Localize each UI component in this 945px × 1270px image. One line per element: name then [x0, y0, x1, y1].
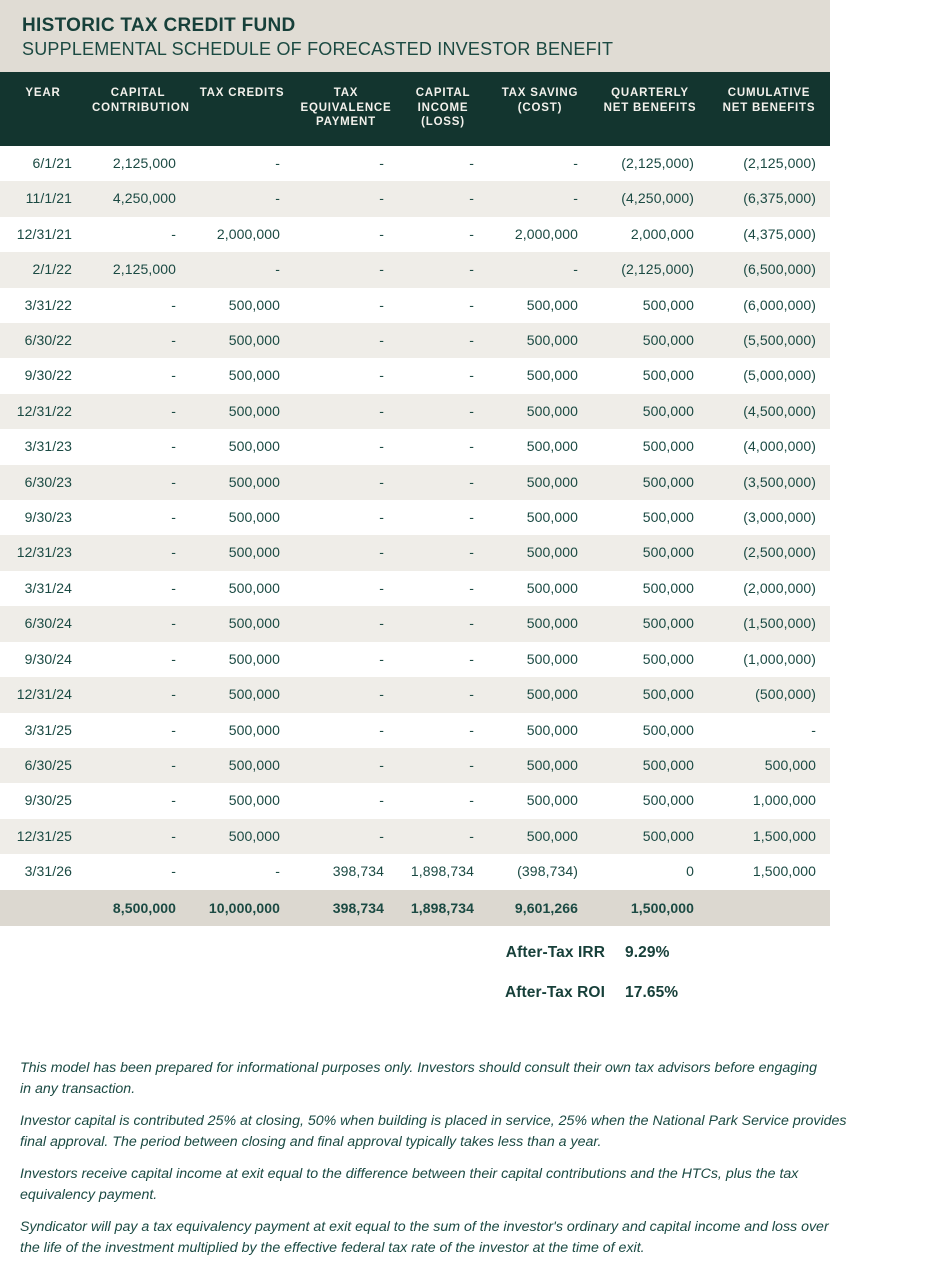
cell-capital_income_loss: -: [469, 367, 474, 384]
column-header-line: CONTRIBUTION: [92, 101, 190, 114]
cell-tax_saving_cost: 500,000: [526, 721, 578, 738]
cell-capital_contribution: -: [171, 650, 176, 667]
cell-tax_saving_cost: 2,000,000: [514, 225, 578, 242]
cell-year: 12/31/25: [0, 819, 86, 854]
cell-tax_equivalence_payment: -: [379, 367, 384, 384]
total-tax_credits: 10,000,000: [190, 890, 294, 926]
cell-tax_equivalence_payment: -: [294, 748, 398, 783]
total-tax_saving_cost: 9,601,266: [488, 890, 592, 926]
cell-tax_saving_cost: 500,000: [526, 509, 578, 526]
column-header-line: TAX: [333, 87, 359, 99]
cell-quarterly_net_benefits: 500,000: [642, 438, 694, 455]
cell-tax_credits: 500,000: [228, 438, 280, 455]
cell-capital_income_loss: -: [469, 509, 474, 526]
cell-capital_income_loss: -: [398, 323, 488, 358]
cell-tax_saving_cost: 500,000: [526, 367, 578, 384]
column-header-line: TAX CREDITS: [199, 87, 285, 99]
metric-value: 9.29%: [625, 944, 670, 961]
table-row: [0, 217, 830, 252]
cell-tax_credits: 500,000: [190, 465, 294, 500]
table-row: [0, 394, 830, 429]
cell-tax_saving_cost: 500,000: [526, 438, 578, 455]
cell-cumulative_net_benefits: (2,000,000): [743, 579, 816, 596]
cell-tax_saving_cost: 500,000: [488, 394, 592, 429]
cell-capital_contribution: -: [171, 721, 176, 738]
cell-capital_income_loss: -: [469, 225, 474, 242]
cell-capital_income_loss: 1,898,734: [410, 863, 474, 880]
cell-cumulative_net_benefits: (5,500,000): [708, 323, 830, 358]
cell-tax_equivalence_payment: -: [379, 650, 384, 667]
cell-year: 6/1/21: [32, 155, 72, 171]
cell-capital_contribution: -: [171, 579, 176, 596]
column-header-line: INCOME: [417, 101, 469, 114]
metric-row: [0, 984, 830, 1024]
footnote: Investor capital is contributed 25% at closing, 50% when building is placed in service, 25% when the National Park Service provides final approval. The period between closing and final approval typically takes less than a year.: [20, 1113, 847, 1150]
document-subtitle: SUPPLEMENTAL SCHEDULE OF FORECASTED INVESTOR BENEFIT: [22, 39, 614, 59]
cell-year: 6/30/25: [0, 748, 86, 783]
cell-quarterly_net_benefits: 500,000: [592, 677, 708, 712]
cell-tax_equivalence_payment: -: [294, 323, 398, 358]
cell-cumulative_net_benefits: (1,000,000): [743, 650, 816, 667]
cell-tax_credits: 500,000: [190, 394, 294, 429]
cell-tax_credits: 500,000: [228, 509, 280, 526]
column-header-line: PAYMENT: [316, 116, 376, 128]
table-row: [0, 429, 830, 464]
cell-capital_contribution: 4,250,000: [86, 181, 190, 216]
cell-tax_saving_cost: 500,000: [488, 748, 592, 783]
metric-label: After-Tax IRR: [505, 944, 605, 961]
cell-cumulative_net_benefits: (2,125,000): [743, 155, 816, 171]
table-row: [0, 606, 830, 641]
cell-cumulative_net_benefits: (6,500,000): [708, 252, 830, 287]
cell-capital_income_loss: -: [398, 819, 488, 854]
cell-tax_credits: 500,000: [228, 367, 280, 384]
footnote: Investors receive capital income at exit equal to the difference between their capital contributions and the HTCs, plus the tax equivalency payment.: [20, 1166, 799, 1203]
table-row: [0, 465, 830, 500]
cell-capital_income_loss: -: [469, 296, 474, 313]
column-header-line: NET BENEFITS: [722, 101, 816, 114]
column-header-tax_credits: [190, 72, 294, 146]
table-header-row: [0, 72, 830, 146]
cell-year: 9/30/22: [24, 367, 72, 384]
footnote: Syndicator will pay a tax equivalency payment at exit equal to the sum of the investor's ordinary and capital income and loss over the life of the investment multiplied by the effective federal tax rate of the investor at the time of exit.: [20, 1219, 829, 1256]
cell-year: 12/31/21: [16, 225, 72, 242]
column-header-cumulative_net_benefits: [708, 72, 830, 146]
cell-cumulative_net_benefits: (6,375,000): [708, 181, 830, 216]
cell-cumulative_net_benefits: (2,500,000): [708, 535, 830, 570]
cell-tax_saving_cost: 500,000: [526, 296, 578, 313]
cell-cumulative_net_benefits: 1,000,000: [752, 792, 816, 809]
total-quarterly_net_benefits: 1,500,000: [592, 890, 708, 926]
column-header-line: (LOSS): [421, 116, 465, 128]
cell-cumulative_net_benefits: (4,375,000): [743, 225, 816, 242]
cell-tax_equivalence_payment: -: [379, 792, 384, 809]
column-header-line: (COST): [517, 101, 563, 114]
column-header-quarterly_net_benefits: [592, 72, 708, 146]
table-totals-row: [0, 890, 830, 926]
after-tax-metrics: [0, 944, 830, 1024]
cell-capital_income_loss: -: [398, 606, 488, 641]
cell-capital_contribution: -: [86, 819, 190, 854]
cell-quarterly_net_benefits: 500,000: [642, 792, 694, 809]
cell-quarterly_net_benefits: 500,000: [642, 509, 694, 526]
cell-quarterly_net_benefits: 500,000: [592, 748, 708, 783]
cell-tax_equivalence_payment: -: [379, 296, 384, 313]
cell-tax_equivalence_payment: -: [379, 225, 384, 242]
column-header-year: [0, 72, 86, 146]
cell-year: 3/31/22: [24, 296, 72, 313]
cell-capital_income_loss: -: [398, 394, 488, 429]
table-row: [0, 146, 830, 181]
cell-tax_credits: 500,000: [190, 535, 294, 570]
cell-year: 2/1/22: [0, 252, 86, 287]
cell-tax_credits: 500,000: [190, 677, 294, 712]
cell-capital_contribution: -: [171, 509, 176, 526]
cell-tax_credits: 500,000: [190, 323, 294, 358]
cell-capital_income_loss: -: [469, 721, 474, 738]
column-header-line: QUARTERLY: [611, 87, 689, 99]
cell-tax_credits: -: [190, 181, 294, 216]
cell-cumulative_net_benefits: 500,000: [708, 748, 830, 783]
column-header-tax_equivalence_payment: [294, 72, 398, 146]
cell-tax_credits: -: [275, 863, 280, 880]
cell-tax_equivalence_payment: -: [294, 535, 398, 570]
cell-cumulative_net_benefits: (4,000,000): [743, 438, 816, 455]
cell-tax_saving_cost: 500,000: [488, 606, 592, 641]
cell-capital_contribution: 2,125,000: [86, 252, 190, 287]
table-row: [0, 358, 830, 393]
cell-capital_contribution: -: [171, 367, 176, 384]
table-row: [0, 642, 830, 677]
total-capital_income_loss: 1,898,734: [398, 890, 488, 926]
cell-year: 6/30/24: [0, 606, 86, 641]
cell-capital_contribution: -: [86, 606, 190, 641]
metric-label: After-Tax ROI: [504, 984, 605, 1001]
cell-cumulative_net_benefits: 1,500,000: [708, 819, 830, 854]
cell-cumulative_net_benefits: (3,500,000): [708, 465, 830, 500]
cell-quarterly_net_benefits: 500,000: [642, 650, 694, 667]
cell-capital_contribution: -: [171, 438, 176, 455]
table-row: [0, 181, 830, 216]
table-row: [0, 713, 830, 748]
cell-tax_saving_cost: 500,000: [526, 792, 578, 809]
cell-cumulative_net_benefits: (6,000,000): [743, 296, 816, 313]
cell-quarterly_net_benefits: 500,000: [592, 465, 708, 500]
cell-capital_contribution: 2,125,000: [112, 155, 176, 171]
cell-capital_income_loss: -: [398, 465, 488, 500]
cell-year: 9/30/25: [24, 792, 72, 809]
cell-tax_credits: -: [275, 155, 280, 171]
column-header-capital_contribution: [86, 72, 190, 146]
cell-year: 12/31/24: [0, 677, 86, 712]
column-header-line: NET BENEFITS: [603, 101, 697, 114]
cell-tax_saving_cost: (398,734): [517, 863, 578, 880]
cell-capital_income_loss: -: [398, 535, 488, 570]
cell-tax_credits: 500,000: [228, 579, 280, 596]
cell-capital_income_loss: -: [469, 438, 474, 455]
cell-quarterly_net_benefits: (2,125,000): [621, 155, 694, 171]
cell-capital_contribution: -: [86, 394, 190, 429]
cell-capital_income_loss: -: [398, 252, 488, 287]
cell-quarterly_net_benefits: 500,000: [592, 535, 708, 570]
cell-capital_income_loss: -: [398, 748, 488, 783]
cell-capital_income_loss: -: [398, 181, 488, 216]
cell-tax_equivalence_payment: -: [294, 677, 398, 712]
cell-tax_equivalence_payment: -: [294, 606, 398, 641]
cell-tax_equivalence_payment: -: [294, 819, 398, 854]
total-capital_contribution: 8,500,000: [86, 890, 190, 926]
cell-tax_credits: 500,000: [190, 819, 294, 854]
cell-quarterly_net_benefits: 500,000: [592, 323, 708, 358]
cell-cumulative_net_benefits: (4,500,000): [708, 394, 830, 429]
table-row: [0, 677, 830, 712]
cell-year: 3/31/26: [24, 863, 72, 880]
cell-tax_credits: 500,000: [228, 296, 280, 313]
column-header-line: YEAR: [25, 87, 61, 99]
cell-quarterly_net_benefits: 500,000: [592, 394, 708, 429]
cell-tax_equivalence_payment: -: [294, 394, 398, 429]
cell-capital_contribution: -: [171, 296, 176, 313]
table-row: [0, 323, 830, 358]
cell-year: 11/1/21: [0, 181, 86, 216]
table-body: [0, 146, 830, 926]
column-header-line: TAX SAVING: [501, 87, 579, 99]
cell-tax_saving_cost: 500,000: [488, 323, 592, 358]
cell-year: 6/30/22: [0, 323, 86, 358]
cell-quarterly_net_benefits: (4,250,000): [592, 181, 708, 216]
cell-capital_contribution: -: [86, 748, 190, 783]
table-row: [0, 535, 830, 570]
cell-tax_credits: 500,000: [190, 606, 294, 641]
footnotes: [20, 1058, 920, 1270]
footnote: This model has been prepared for informational purposes only. Investors should consult their own tax advisors before engaging in any transaction.: [20, 1060, 818, 1097]
cell-tax_credits: -: [190, 252, 294, 287]
cell-quarterly_net_benefits: (2,125,000): [592, 252, 708, 287]
cell-quarterly_net_benefits: 500,000: [642, 296, 694, 313]
cell-capital_contribution: -: [171, 863, 176, 880]
cell-capital_income_loss: -: [469, 792, 474, 809]
cell-capital_contribution: -: [86, 323, 190, 358]
cell-tax_saving_cost: 500,000: [488, 677, 592, 712]
cell-year: 9/30/23: [24, 509, 72, 526]
cell-quarterly_net_benefits: 500,000: [642, 579, 694, 596]
total-cumulative_net_benefits: [708, 890, 830, 926]
cell-year: 6/30/23: [0, 465, 86, 500]
cell-year: 12/31/23: [0, 535, 86, 570]
cell-capital_income_loss: -: [469, 579, 474, 596]
cell-capital_contribution: -: [171, 225, 176, 242]
cell-tax_equivalence_payment: -: [379, 509, 384, 526]
cell-tax_credits: 500,000: [228, 721, 280, 738]
cell-tax_equivalence_payment: -: [294, 465, 398, 500]
cell-quarterly_net_benefits: 2,000,000: [630, 225, 694, 242]
cell-cumulative_net_benefits: -: [811, 721, 816, 738]
column-header-capital_income_loss: [398, 72, 488, 146]
cell-capital_income_loss: -: [469, 155, 474, 171]
cell-capital_contribution: -: [171, 792, 176, 809]
column-header-line: EQUIVALENCE: [300, 101, 392, 114]
column-header-line: CAPITAL: [415, 87, 471, 99]
column-header-tax_saving_cost: [488, 72, 592, 146]
cell-tax_saving_cost: 500,000: [526, 650, 578, 667]
table-row: [0, 748, 830, 783]
cell-capital_income_loss: -: [469, 650, 474, 667]
cell-capital_contribution: -: [86, 535, 190, 570]
forecasted-investor-benefit-table: [0, 72, 830, 926]
cell-cumulative_net_benefits: 1,500,000: [752, 863, 816, 880]
cell-tax_credits: 2,000,000: [216, 225, 280, 242]
table-row: [0, 571, 830, 606]
metric-row: [0, 944, 830, 984]
cell-tax_equivalence_payment: -: [379, 438, 384, 455]
column-header-line: CUMULATIVE: [727, 87, 811, 99]
cell-capital_contribution: -: [86, 677, 190, 712]
table-row: [0, 500, 830, 535]
cell-year: 3/31/24: [24, 579, 72, 596]
table-row: [0, 819, 830, 854]
cell-cumulative_net_benefits: (500,000): [708, 677, 830, 712]
cell-year: 12/31/22: [0, 394, 86, 429]
metric-value: 17.65%: [625, 984, 679, 1001]
cell-capital_contribution: -: [86, 465, 190, 500]
cell-quarterly_net_benefits: 500,000: [592, 819, 708, 854]
cell-tax_equivalence_payment: -: [294, 252, 398, 287]
document-header-band: [0, 0, 830, 72]
cell-tax_saving_cost: 500,000: [526, 579, 578, 596]
cell-year: 9/30/24: [24, 650, 72, 667]
cell-tax_saving_cost: -: [573, 155, 578, 171]
cell-tax_saving_cost: 500,000: [488, 535, 592, 570]
cell-tax_saving_cost: 500,000: [488, 819, 592, 854]
cell-tax_saving_cost: -: [488, 181, 592, 216]
cell-tax_equivalence_payment: -: [379, 155, 384, 171]
cell-capital_income_loss: -: [398, 677, 488, 712]
column-header-line: CAPITAL: [110, 87, 166, 99]
table-row: [0, 288, 830, 323]
cell-quarterly_net_benefits: 500,000: [642, 721, 694, 738]
cell-tax_equivalence_payment: -: [294, 181, 398, 216]
table-row: [0, 783, 830, 818]
cell-cumulative_net_benefits: (3,000,000): [743, 509, 816, 526]
cell-tax_saving_cost: 500,000: [488, 465, 592, 500]
cell-cumulative_net_benefits: (5,000,000): [743, 367, 816, 384]
cell-quarterly_net_benefits: 0: [686, 863, 694, 880]
table-row: [0, 252, 830, 287]
cell-cumulative_net_benefits: (1,500,000): [708, 606, 830, 641]
total-year: [0, 890, 86, 926]
cell-tax_equivalence_payment: 398,734: [332, 863, 384, 880]
document-title: HISTORIC TAX CREDIT FUND: [22, 15, 296, 36]
table-row: [0, 854, 830, 889]
cell-tax_credits: 500,000: [190, 748, 294, 783]
cell-year: 3/31/25: [24, 721, 72, 738]
cell-quarterly_net_benefits: 500,000: [592, 606, 708, 641]
cell-tax_equivalence_payment: -: [379, 721, 384, 738]
cell-tax_credits: 500,000: [228, 650, 280, 667]
cell-tax_equivalence_payment: -: [379, 579, 384, 596]
cell-quarterly_net_benefits: 500,000: [642, 367, 694, 384]
total-tax_equivalence_payment: 398,734: [294, 890, 398, 926]
cell-year: 3/31/23: [24, 438, 72, 455]
cell-tax_saving_cost: -: [488, 252, 592, 287]
cell-tax_credits: 500,000: [228, 792, 280, 809]
